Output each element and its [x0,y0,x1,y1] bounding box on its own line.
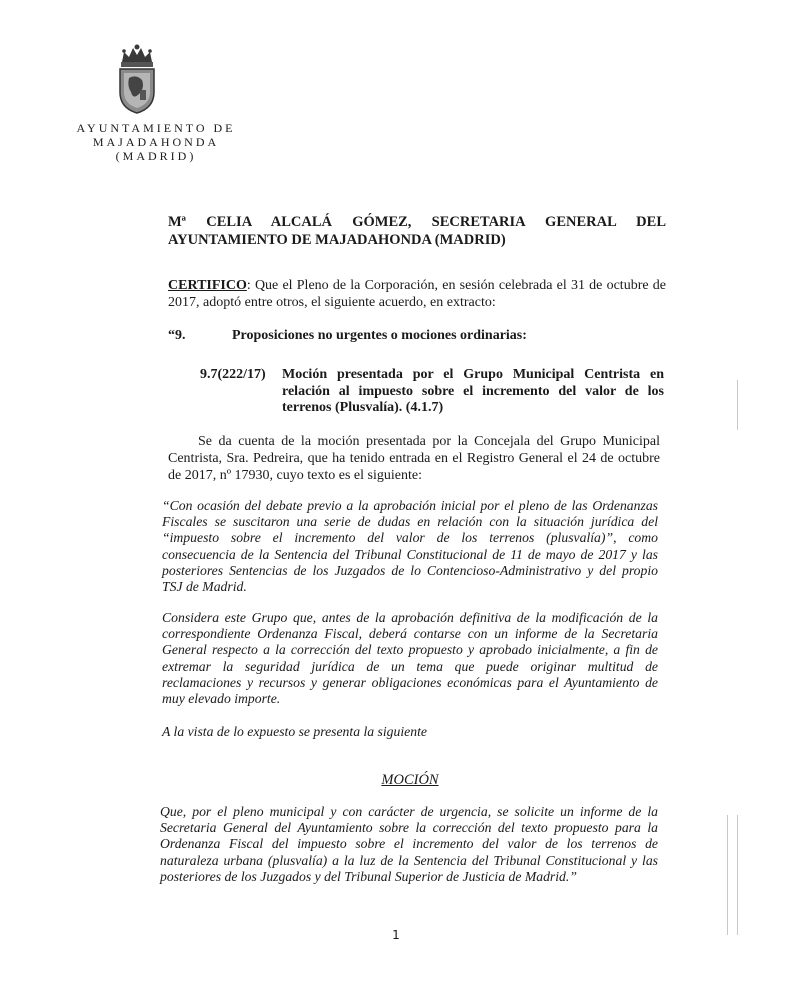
mocion-line: Secretaria General del Ayuntamiento sobre la corrección del texto propuesto para la [160,820,658,836]
certifier-heading [168,213,666,249]
mocion-line: Ordenanza Fiscal del impuesto sobre el incremento del valor de los terrenos de [160,836,658,852]
heading-line: Mª CELIA ALCALÁ GÓMEZ, SECRETARIA GENERAL DEL [168,214,666,230]
subitem-title-line: relación al impuesto sobre el incremento del valor de los [282,383,664,399]
scan-artifact-line [727,815,728,935]
scan-artifact-line [737,815,738,935]
mocion-paragraph [160,804,658,885]
certifico-line: 2017, adoptó entre otros, el siguiente acuerdo, en extracto: [168,295,496,310]
certifico-text: : Que el Pleno de la Corporación, en sesión celebrada el 31 de octubre de [246,278,666,293]
certifico-paragraph [168,277,666,311]
subitem-title [282,367,664,417]
letterhead-line: (MADRID) [115,149,197,163]
quote-line: Considera este Grupo que, antes de la aprobación definitiva de la modificación de la [162,610,658,625]
certifico-line [168,277,666,294]
quote-line: Fiscales se suscitaron una serie de dudas en relación con la situación jurídica del [162,514,658,530]
quote-line: posteriores Sentencias de los Juzgados de lo Contencioso-Administrativo y del propio [162,562,658,578]
quote-line: General respecto a la corrección del texto propuesto y aprobado inicialmente, a fin de [162,642,658,658]
certifico-label: CERTIFICO [168,278,247,293]
item-number: “9. [168,328,186,343]
intro-line: Se da cuenta de la moción presentada por la Concejala del Grupo Municipal [198,434,660,449]
quote-line: “impuesto sobre el incremento del valor de los terrenos (plusvalía)”, como [162,530,658,546]
quote-paragraph: A la vista de lo expuesto se presenta la siguiente [162,724,427,739]
mocion-heading: MOCIÓN [381,772,439,788]
municipality-letterhead [60,121,252,163]
intro-line: de 2017, nº 17930, cuyo texto es el siguiente: [168,468,422,483]
intro-paragraph [168,433,660,484]
quote-line: correspondiente Ordenanza Fiscal, deberá contarse con un informe de la Secretaria [162,626,658,642]
quote-line: consecuencia de la Sentencia del Tribunal Constitucional de 11 de mayo de 2017 y las [162,546,658,562]
quote-line: muy elevado importe. [162,691,281,707]
heading-line: AYUNTAMIENTO DE MAJADAHONDA (MADRID) [168,232,506,248]
subitem-title-line: terrenos (Plusvalía). (4.1.7) [282,400,444,415]
quote-paragraph [162,498,658,595]
scan-artifact-line [737,380,738,430]
subitem-title-line: Moción presentada por el Grupo Municipal Centrista en [282,367,664,382]
quote-line: extremar la seguridad jurídica de un tema que puede originar multitud de [162,658,658,674]
mocion-line: posteriores de los Juzgados y del Tribunal Superior de Justicia de Madrid.” [160,868,577,884]
letterhead-line: AYUNTAMIENTO DE [76,121,236,135]
page-number: 1 [392,928,400,942]
quote-paragraph [162,610,658,707]
letterhead-line: MAJADAHONDA [92,135,220,149]
quote-line: “Con ocasión del debate previo a la aprobación inicial por el pleno de las Ordenanzas [162,498,658,513]
coat-of-arms-icon [112,42,162,114]
quote-line: TSJ de Madrid. [162,579,247,595]
subitem-number: 9.7(222/17) [200,367,266,382]
item-title: Proposiciones no urgentes o mociones ordinarias: [232,328,527,343]
mocion-line: naturaleza urbana (plusvalía) a la luz de la Sentencia del Tribunal Constitucional y las [160,852,658,868]
intro-line: Centrista, Sra. Pedreira, que ha tenido entrada en el Registro General el 24 de octubre [168,451,660,466]
quote-line: reclamaciones y recursos y generar obligaciones económicas para el Ayuntamiento de [162,674,658,690]
mocion-line: Que, por el pleno municipal y con carácter de urgencia, se solicite un informe de la [160,804,658,819]
